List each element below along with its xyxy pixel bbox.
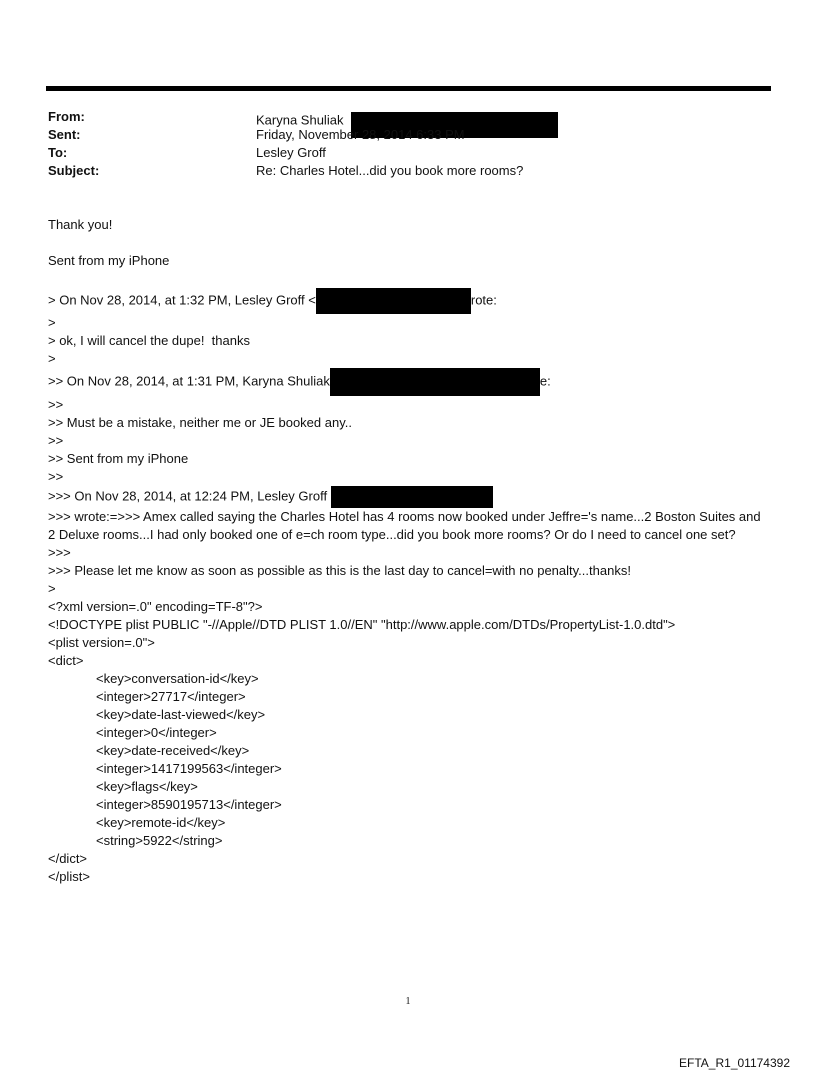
subject-label: Subject: bbox=[48, 163, 100, 178]
quote-marker: > bbox=[48, 351, 56, 366]
quote-marker: > bbox=[48, 315, 56, 330]
dict-line: <key>remote-id</key> bbox=[96, 815, 226, 830]
dict-line: <integer>0</integer> bbox=[96, 725, 217, 740]
quote2-header: >> On Nov 28, 2014, at 1:31 PM, Karyna Shuliak e: bbox=[48, 368, 768, 396]
quote-marker: >>> bbox=[48, 545, 71, 560]
dict-line: <key>date-received</key> bbox=[96, 743, 250, 758]
plist-open: <plist version=.0"> bbox=[48, 635, 155, 650]
xml-declaration: <?xml version=.0" encoding=TF-8"?> bbox=[48, 599, 263, 614]
sent-value: Friday, November 28, 2014 6:33 PM bbox=[256, 127, 465, 142]
dict-line: <key>conversation-id</key> bbox=[96, 671, 259, 686]
sent-from-line: Sent from my iPhone bbox=[48, 253, 170, 268]
dict-line: <string>5922</string> bbox=[96, 833, 223, 848]
from-value: Karyna Shuliak bbox=[256, 112, 344, 128]
quote2-sent: >> Sent from my iPhone bbox=[48, 451, 189, 466]
dict-line: <integer>27717</integer> bbox=[96, 689, 246, 704]
quote3-text: >>> wrote:=>>> Amex called saying the Charles Hotel has 4 rooms now booked under Jeffre='s name...2 Boston Suites and 2 Deluxe rooms...I had only booked one of e=ch room type...did you book more rooms? Or do I need to cancel one set? bbox=[48, 509, 765, 542]
dict-line: <integer>8590195713</integer> bbox=[96, 797, 282, 812]
dict-line: <key>flags</key> bbox=[96, 779, 198, 794]
redaction-box bbox=[331, 486, 493, 508]
quote-marker: > bbox=[48, 581, 56, 596]
thanks-line: Thank you! bbox=[48, 217, 113, 232]
dict-open: <dict> bbox=[48, 653, 84, 668]
redaction-box bbox=[330, 368, 540, 396]
bates-number: EFTA_R1_01174392 bbox=[679, 1056, 790, 1070]
quote-marker: >> bbox=[48, 469, 64, 484]
dict-line: <integer>1417199563</integer> bbox=[96, 761, 282, 776]
quote-marker: >> bbox=[48, 433, 64, 448]
dict-line: <key>date-last-viewed</key> bbox=[96, 707, 266, 722]
quote1-text: > ok, I will cancel the dupe! thanks bbox=[48, 333, 250, 348]
sent-label: Sent: bbox=[48, 127, 81, 142]
to-label: To: bbox=[48, 145, 68, 160]
quote3-header: >>> On Nov 28, 2014, at 12:24 PM, Lesley Groff bbox=[48, 486, 768, 508]
page-number: 1 bbox=[405, 996, 411, 1007]
quote2-text: >> Must be a mistake, neither me or JE booked any.. bbox=[48, 415, 352, 430]
to-value: Lesley Groff bbox=[256, 145, 326, 160]
quote-marker: >> bbox=[48, 397, 64, 412]
quote1-header: > On Nov 28, 2014, at 1:32 PM, Lesley Groff < rote: bbox=[48, 288, 768, 314]
email-body bbox=[48, 216, 768, 886]
redaction-box bbox=[316, 288, 471, 314]
from-label: From: bbox=[48, 109, 85, 124]
header-rule bbox=[46, 86, 771, 91]
quote3-please: >>> Please let me know as soon as possible as this is the last day to cancel=with no penalty...thanks! bbox=[48, 563, 631, 578]
dict-close: </dict> bbox=[48, 851, 88, 866]
subject-value: Re: Charles Hotel...did you book more rooms? bbox=[256, 163, 524, 178]
plist-close: </plist> bbox=[48, 869, 90, 884]
xml-doctype: <!DOCTYPE plist PUBLIC "-//Apple//DTD PLIST 1.0//EN" "http://www.apple.com/DTDs/PropertyList-1.0.dtd"> bbox=[48, 617, 676, 632]
